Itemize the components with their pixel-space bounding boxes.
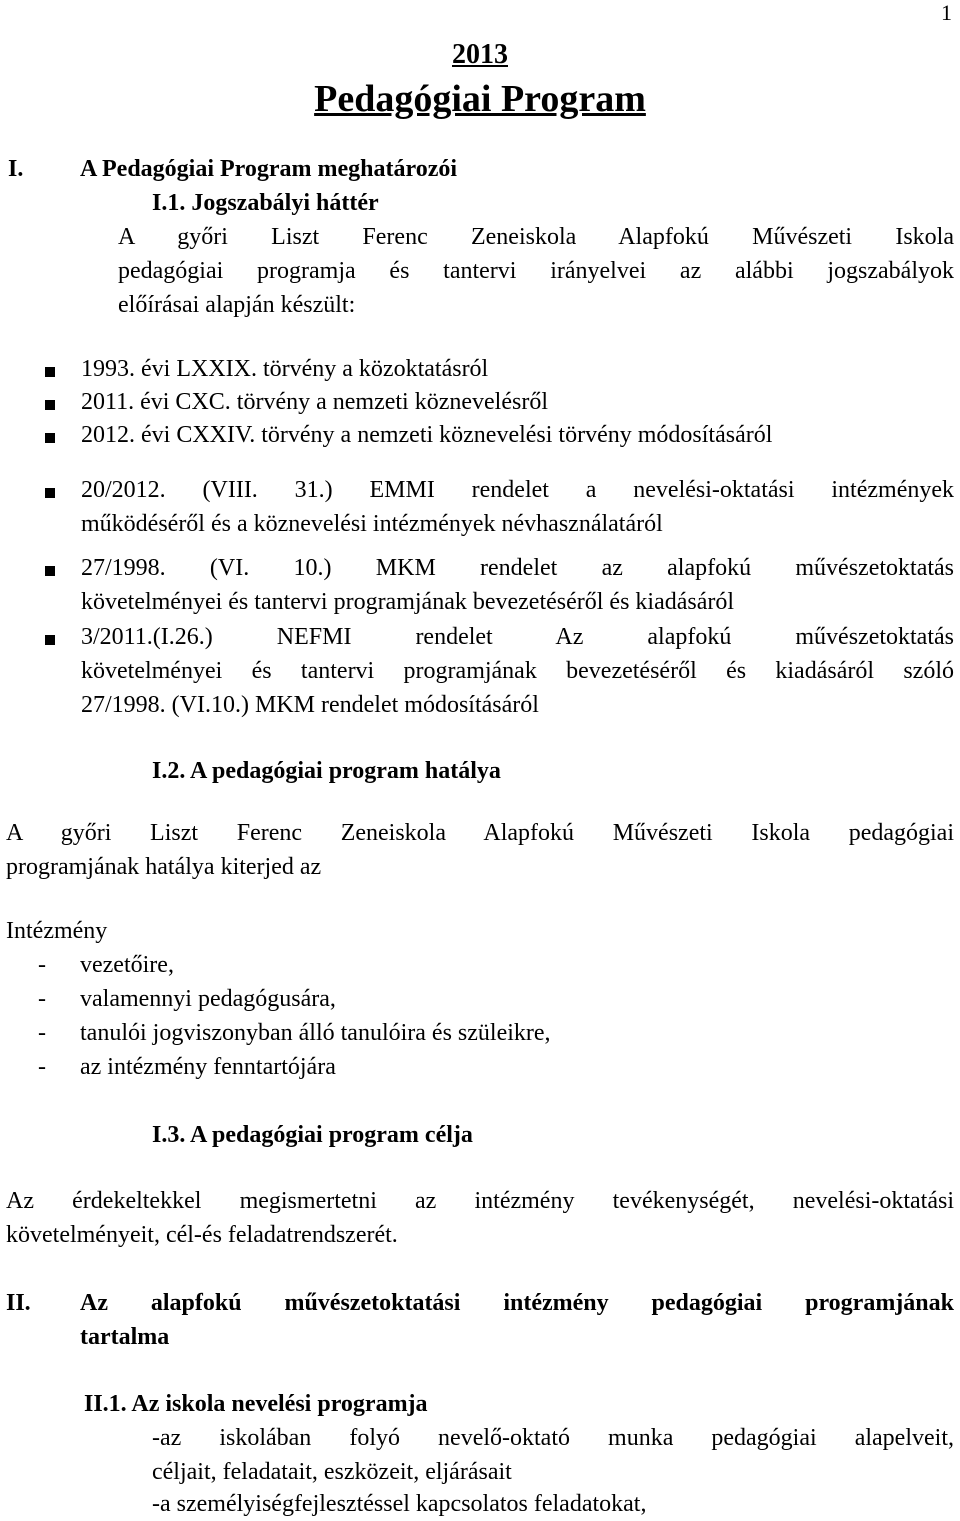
scope-item-3: tanulói jogviszonyban álló tanulóira és szüleikre, [80,1020,551,1046]
scope-item-2: valamennyi pedagógusára, [80,986,336,1012]
section-1-number: I. [8,156,24,182]
intro-line-1: A győri Liszt Ferenc Zeneiskola Alapfokú Művészeti Iskola [118,224,954,250]
bullet-icon [45,635,55,645]
program-line-1: -az iskolában folyó nevelő-oktató munka pedagógiai alapelveit, [152,1425,954,1451]
dash-marker: - [38,986,46,1012]
section-2-number: II. [6,1290,31,1316]
subsection-2-1-heading: II.1. Az iskola nevelési programja [84,1391,428,1417]
institution-subheading: Intézmény [6,918,108,944]
subsection-1-1-heading: I.1. Jogszabályi háttér [152,190,379,216]
law-item-6-line-2: követelményei és tantervi programjának bevezetéséről és kiadásáról szóló [81,658,954,684]
section-1-title: A Pedagógiai Program meghatározói [80,156,458,182]
year-text: 2013 [452,39,508,70]
scope-item-4: az intézmény fenntartójára [80,1054,336,1080]
section-2-title-line-1: Az alapfokú művészetoktatási intézmény pedagógiai programjának [80,1290,954,1316]
bullet-icon [45,400,55,410]
program-line-2: céljait, feladatait, eszközeit, eljárásait [152,1459,512,1485]
law-item-6-line-3: 27/1998. (VI.10.) MKM rendelet módosításáról [81,692,539,718]
goal-line-1: Az érdekeltekkel megismertetni az intézmény tevékenységét, nevelési-oktatási [6,1188,954,1214]
title-text: Pedagógiai Program [314,78,646,120]
scope-item-1: vezetőire, [80,952,174,978]
scope-line-2: programjának hatálya kiterjed az [6,854,322,880]
dash-marker: - [38,952,46,978]
law-item-3: 2012. évi CXXIV. törvény a nemzeti köznevelési törvény módosításáról [81,422,773,448]
dash-marker: - [38,1020,46,1046]
page-number: 1 [941,0,952,25]
law-item-5-line-2: követelményei és tantervi programjának bevezetéséről és kiadásáról [81,589,735,615]
subsection-1-2-heading: I.2. A pedagógiai program hatálya [152,758,501,784]
section-2-title-line-2: tartalma [80,1324,170,1350]
law-item-5-line-1: 27/1998. (VI. 10.) MKM rendelet az alapfokú művészetoktatás [81,555,954,581]
subsection-1-3-heading: I.3. A pedagógiai program célja [152,1122,473,1148]
dash-marker: - [38,1054,46,1080]
intro-line-2: pedagógiai programja és tantervi irányelvei az alábbi jogszabályok [118,258,954,284]
program-line-3: -a személyiségfejlesztéssel kapcsolatos feladatokat, [152,1491,647,1517]
law-item-4-line-2: működéséről és a köznevelési intézmények névhasználatáról [81,511,663,537]
law-item-1: 1993. évi LXXIX. törvény a közoktatásról [81,356,489,382]
bullet-icon [45,367,55,377]
bullet-icon [45,433,55,443]
law-item-2: 2011. évi CXC. törvény a nemzeti köznevelésről [81,389,548,415]
law-item-6-line-1: 3/2011.(I.26.) NEFMI rendelet Az alapfokú művészetoktatás [81,624,954,650]
law-item-4-line-1: 20/2012. (VIII. 31.) EMMI rendelet a nevelési-oktatási intézmények [81,477,954,503]
document-year [0,36,960,73]
scope-line-1: A győri Liszt Ferenc Zeneiskola Alapfokú Művészeti Iskola pedagógiai [6,820,954,846]
bullet-icon [45,488,55,498]
intro-line-3: előírásai alapján készült: [118,292,356,318]
document-title [0,74,960,125]
goal-line-2: követelményeit, cél-és feladatrendszerét. [6,1222,398,1248]
bullet-icon [45,566,55,576]
